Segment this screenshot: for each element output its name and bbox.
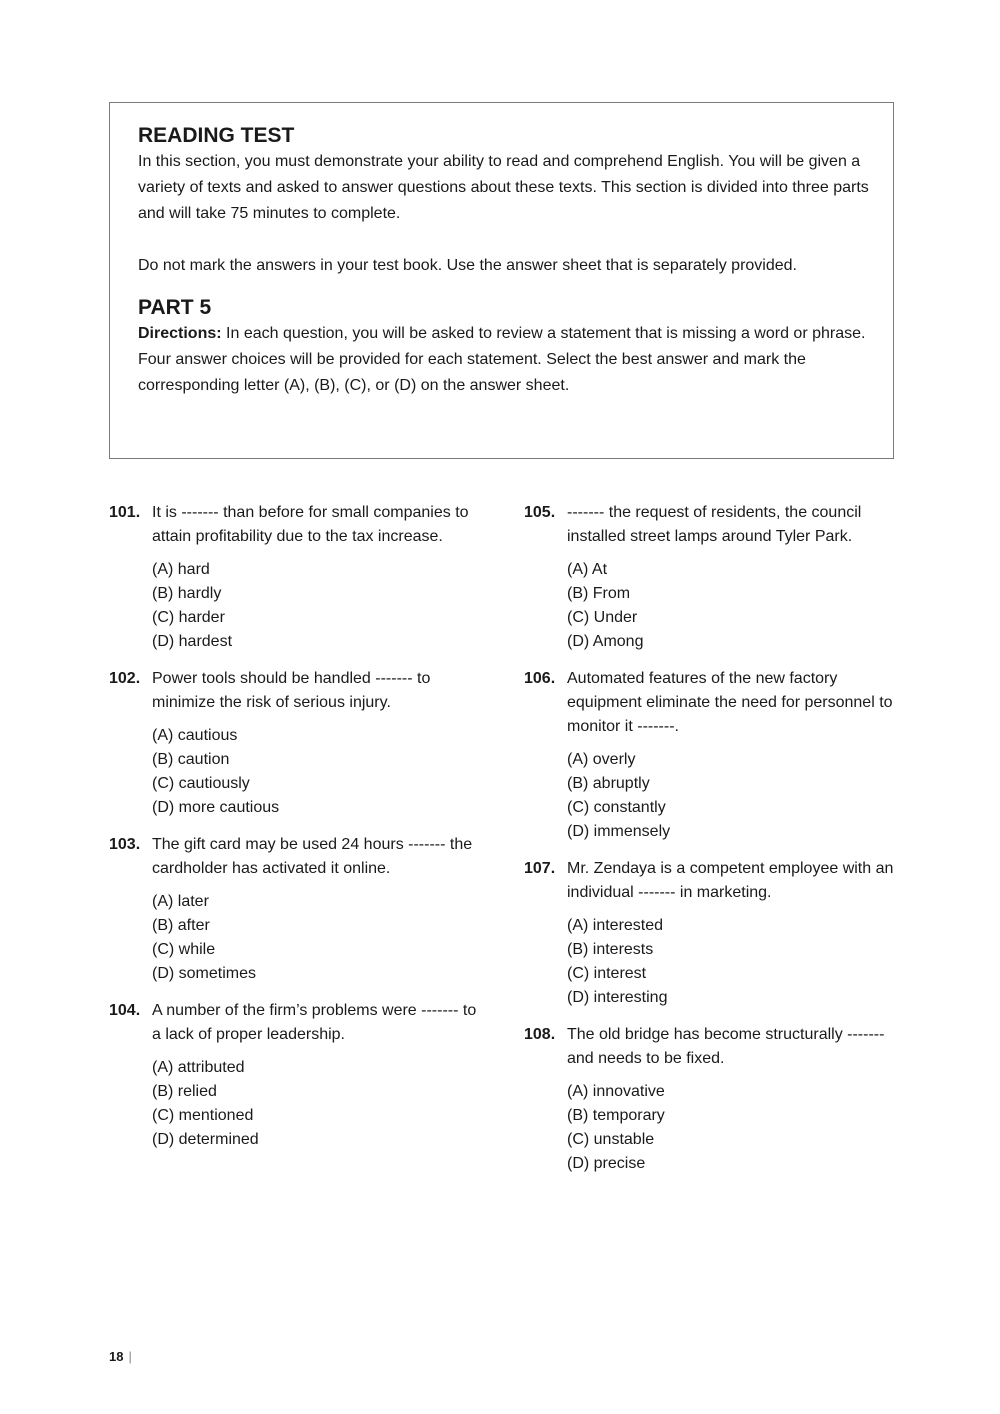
- option-d: (D) interesting: [567, 989, 668, 1006]
- question-text: The old bridge has become structurally ------- and needs to be fixed.: [567, 1026, 885, 1067]
- option-c: (C) harder: [152, 609, 225, 626]
- part-title: PART 5: [138, 296, 212, 319]
- option-d: (D) immensely: [567, 823, 671, 840]
- option-d: (D) more cautious: [152, 799, 280, 816]
- option-a: (A) cautious: [152, 727, 238, 744]
- option-b: (B) hardly: [152, 585, 222, 602]
- answer-options: [567, 914, 914, 1010]
- option-c: (C) constantly: [567, 799, 666, 816]
- option-b: (B) abruptly: [567, 775, 650, 792]
- answer-options: [152, 558, 499, 654]
- page-footer: [109, 1349, 132, 1364]
- question-number: 104.: [109, 1002, 141, 1019]
- directions-text: In each question, you will be asked to review a statement that is missing a word or phrase. Four answer choices will be provided for each statement. Select the best answer and mark the corresponding letter (A), (B), (C), or (D) on the answer sheet.: [138, 325, 866, 394]
- option-c: (C) cautiously: [152, 775, 250, 792]
- answer-options: [152, 1056, 499, 1152]
- option-c: (C) while: [152, 941, 216, 958]
- question-text: The gift card may be used 24 hours ------- the cardholder has activated it online.: [152, 836, 473, 877]
- question-text: Mr. Zendaya is a competent employee with an individual ------- in marketing.: [567, 860, 894, 901]
- question-number: 107.: [524, 860, 556, 877]
- question-107: [524, 857, 914, 1010]
- question-number: 101.: [109, 504, 141, 521]
- answer-options: [567, 558, 914, 654]
- answer-options: [567, 1080, 914, 1176]
- question-103: [109, 833, 499, 986]
- option-b: (B) relied: [152, 1083, 217, 1100]
- option-b: (B) From: [567, 585, 631, 602]
- answer-options: [152, 890, 499, 986]
- option-a: (A) interested: [567, 917, 664, 934]
- questions-left-column: [109, 501, 499, 1165]
- question-text: It is ------- than before for small companies to attain profitability due to the tax increase.: [152, 504, 469, 545]
- option-b: (B) caution: [152, 751, 230, 768]
- page-number: 18: [109, 1349, 124, 1364]
- option-d: (D) Among: [567, 633, 644, 650]
- question-108: [524, 1023, 914, 1176]
- option-d: (D) precise: [567, 1155, 646, 1172]
- question-number: 103.: [109, 836, 141, 853]
- option-a: (A) attributed: [152, 1059, 245, 1076]
- directions-label: Directions:: [138, 325, 222, 342]
- option-d: (D) determined: [152, 1131, 259, 1148]
- question-105: [524, 501, 914, 654]
- option-c: (C) interest: [567, 965, 647, 982]
- question-101: [109, 501, 499, 654]
- option-b: (B) interests: [567, 941, 654, 958]
- answer-sheet-note: Do not mark the answers in your test book. Use the answer sheet that is separately provided.: [138, 257, 797, 274]
- option-b: (B) temporary: [567, 1107, 665, 1124]
- question-102: [109, 667, 499, 820]
- option-c: (C) Under: [567, 609, 638, 626]
- section-intro-box: [109, 102, 894, 459]
- question-number: 108.: [524, 1026, 556, 1043]
- question-104: [109, 999, 499, 1152]
- question-text: A number of the firm’s problems were ------- to a lack of proper leadership.: [152, 1002, 477, 1043]
- option-d: (D) sometimes: [152, 965, 257, 982]
- question-text: Automated features of the new factory equipment eliminate the need for personnel to monitor it -------.: [567, 670, 893, 735]
- footer-separator: |: [128, 1349, 132, 1364]
- option-c: (C) mentioned: [152, 1107, 254, 1124]
- questions-right-column: [524, 501, 914, 1189]
- option-a: (A) later: [152, 893, 209, 910]
- option-a: (A) innovative: [567, 1083, 665, 1100]
- question-number: 102.: [109, 670, 141, 687]
- option-a: (A) At: [567, 561, 608, 578]
- section-title: READING TEST: [138, 124, 295, 147]
- question-106: [524, 667, 914, 844]
- option-c: (C) unstable: [567, 1131, 655, 1148]
- answer-options: [567, 748, 914, 844]
- question-text: ------- the request of residents, the council installed street lamps around Tyler Park.: [567, 504, 862, 545]
- intro-paragraph: In this section, you must demonstrate your ability to read and comprehend English. You will be given a variety of texts and asked to answer questions about these texts. This section is divided into three parts and will take 75 minutes to complete.: [138, 153, 869, 222]
- directions: [138, 321, 878, 399]
- question-number: 105.: [524, 504, 556, 521]
- answer-options: [152, 724, 499, 820]
- option-a: (A) hard: [152, 561, 210, 578]
- option-b: (B) after: [152, 917, 210, 934]
- question-number: 106.: [524, 670, 556, 687]
- question-text: Power tools should be handled ------- to minimize the risk of serious injury.: [152, 670, 431, 711]
- option-d: (D) hardest: [152, 633, 233, 650]
- option-a: (A) overly: [567, 751, 636, 768]
